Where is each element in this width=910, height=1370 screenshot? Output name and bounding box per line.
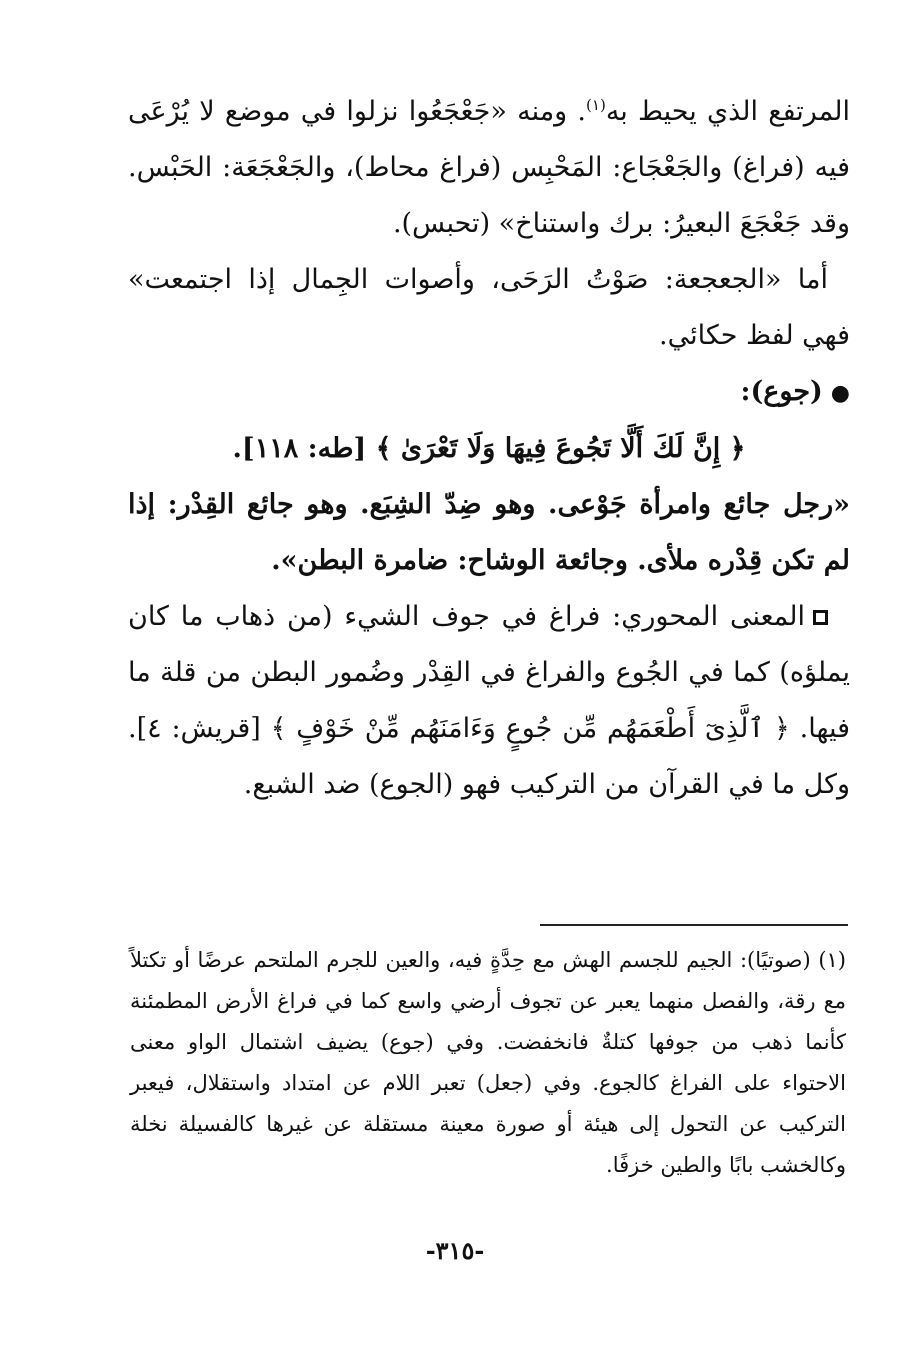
paragraph-dictionary-quote: «رجل جائع وامرأة جَوْعى. وهو ضِدّ الشِبَع. وهو جائع القِدْر: إذا لم تكن قِدْره ملأى. وجائعة الوشاح: ضامرة البطن». — [128, 489, 850, 576]
paragraph-text: المعنى المحوري: فراغ في جوف الشيء (من ذهاب ما كان يملؤه) كما في الجُوع والفراغ في القِدْر وضُمور البطن من قلة ما فيها. ﴿ ٱلَّذِىٓ أَطْعَمَهُم مِّن جُوعٍ وَءَامَنَهُم مِّنْ خَوْفٍ ﴾ [قريش: ٤]. وكل ما في القرآن من التركيب فهو (الجوع) ضد الشبع. — [128, 601, 850, 800]
footnote — [130, 940, 846, 1186]
bullet-icon: ● — [830, 380, 850, 406]
footnote-divider — [540, 924, 848, 926]
footnote-text: (١) (صوتيًا): الجيم للجسم الهش مع حِدَّةٍ فيه، والعين للجرم الملتحم عرضًا أو تكتلاً مع رقة، والفصل منهما يعبر عن تجوف أرضي واسع كما في فراغ الأرض المطمئنة كأنما ذهب من جوفها كتلةٌ فانخفضت. وفي (جوع) يضيف اشتمال الواو معنى الاحتواء على الفراغ كالجوع. وفي (جعل) تعبر اللام عن امتداد واستقلال، فيعبر التركيب عن التحول إلى هيئة أو صورة معينة مستقلة عن غيرها كالفسيلة نخلة وكالخشب بابًا والطين خزفًا. — [130, 948, 846, 1177]
paragraph-text: المرتفع الذي يحيط به — [605, 96, 850, 127]
footnote-reference: (١) — [586, 96, 606, 114]
entry-heading-label: (جوع): — [740, 376, 823, 407]
main-text — [128, 84, 850, 813]
paragraph-core-meaning — [128, 589, 850, 813]
entry-heading — [128, 364, 850, 421]
paragraph-text: . ومنه «جَعْجَعُوا نزلوا في موضع لا يُرْعَى فيه (فراغ) والجَعْجَاع: المَحْبِس (فراغ محاط)، والجَعْجَعَة: الحَبْس. وقد جَعْجَعَ البعيرُ: برك واستناخ» (تحبس). — [128, 96, 850, 239]
page-number: -٣١٥- — [425, 1236, 485, 1265]
paragraph-jaja-definition — [128, 84, 850, 252]
paragraph-jaja-sound: أما «الجعجعة: صَوْتُ الرَحَى، وأصوات الجِمال إذا اجتمعت» فهي لفظ حكائي. — [128, 264, 850, 351]
square-marker-icon — [813, 610, 828, 625]
quran-verse: ﴿ إِنَّ لَكَ أَلَّا تَجُوعَ فِيهَا وَلَا تَعْرَىٰ ﴾ [طه: ١١٨]. — [232, 433, 746, 464]
